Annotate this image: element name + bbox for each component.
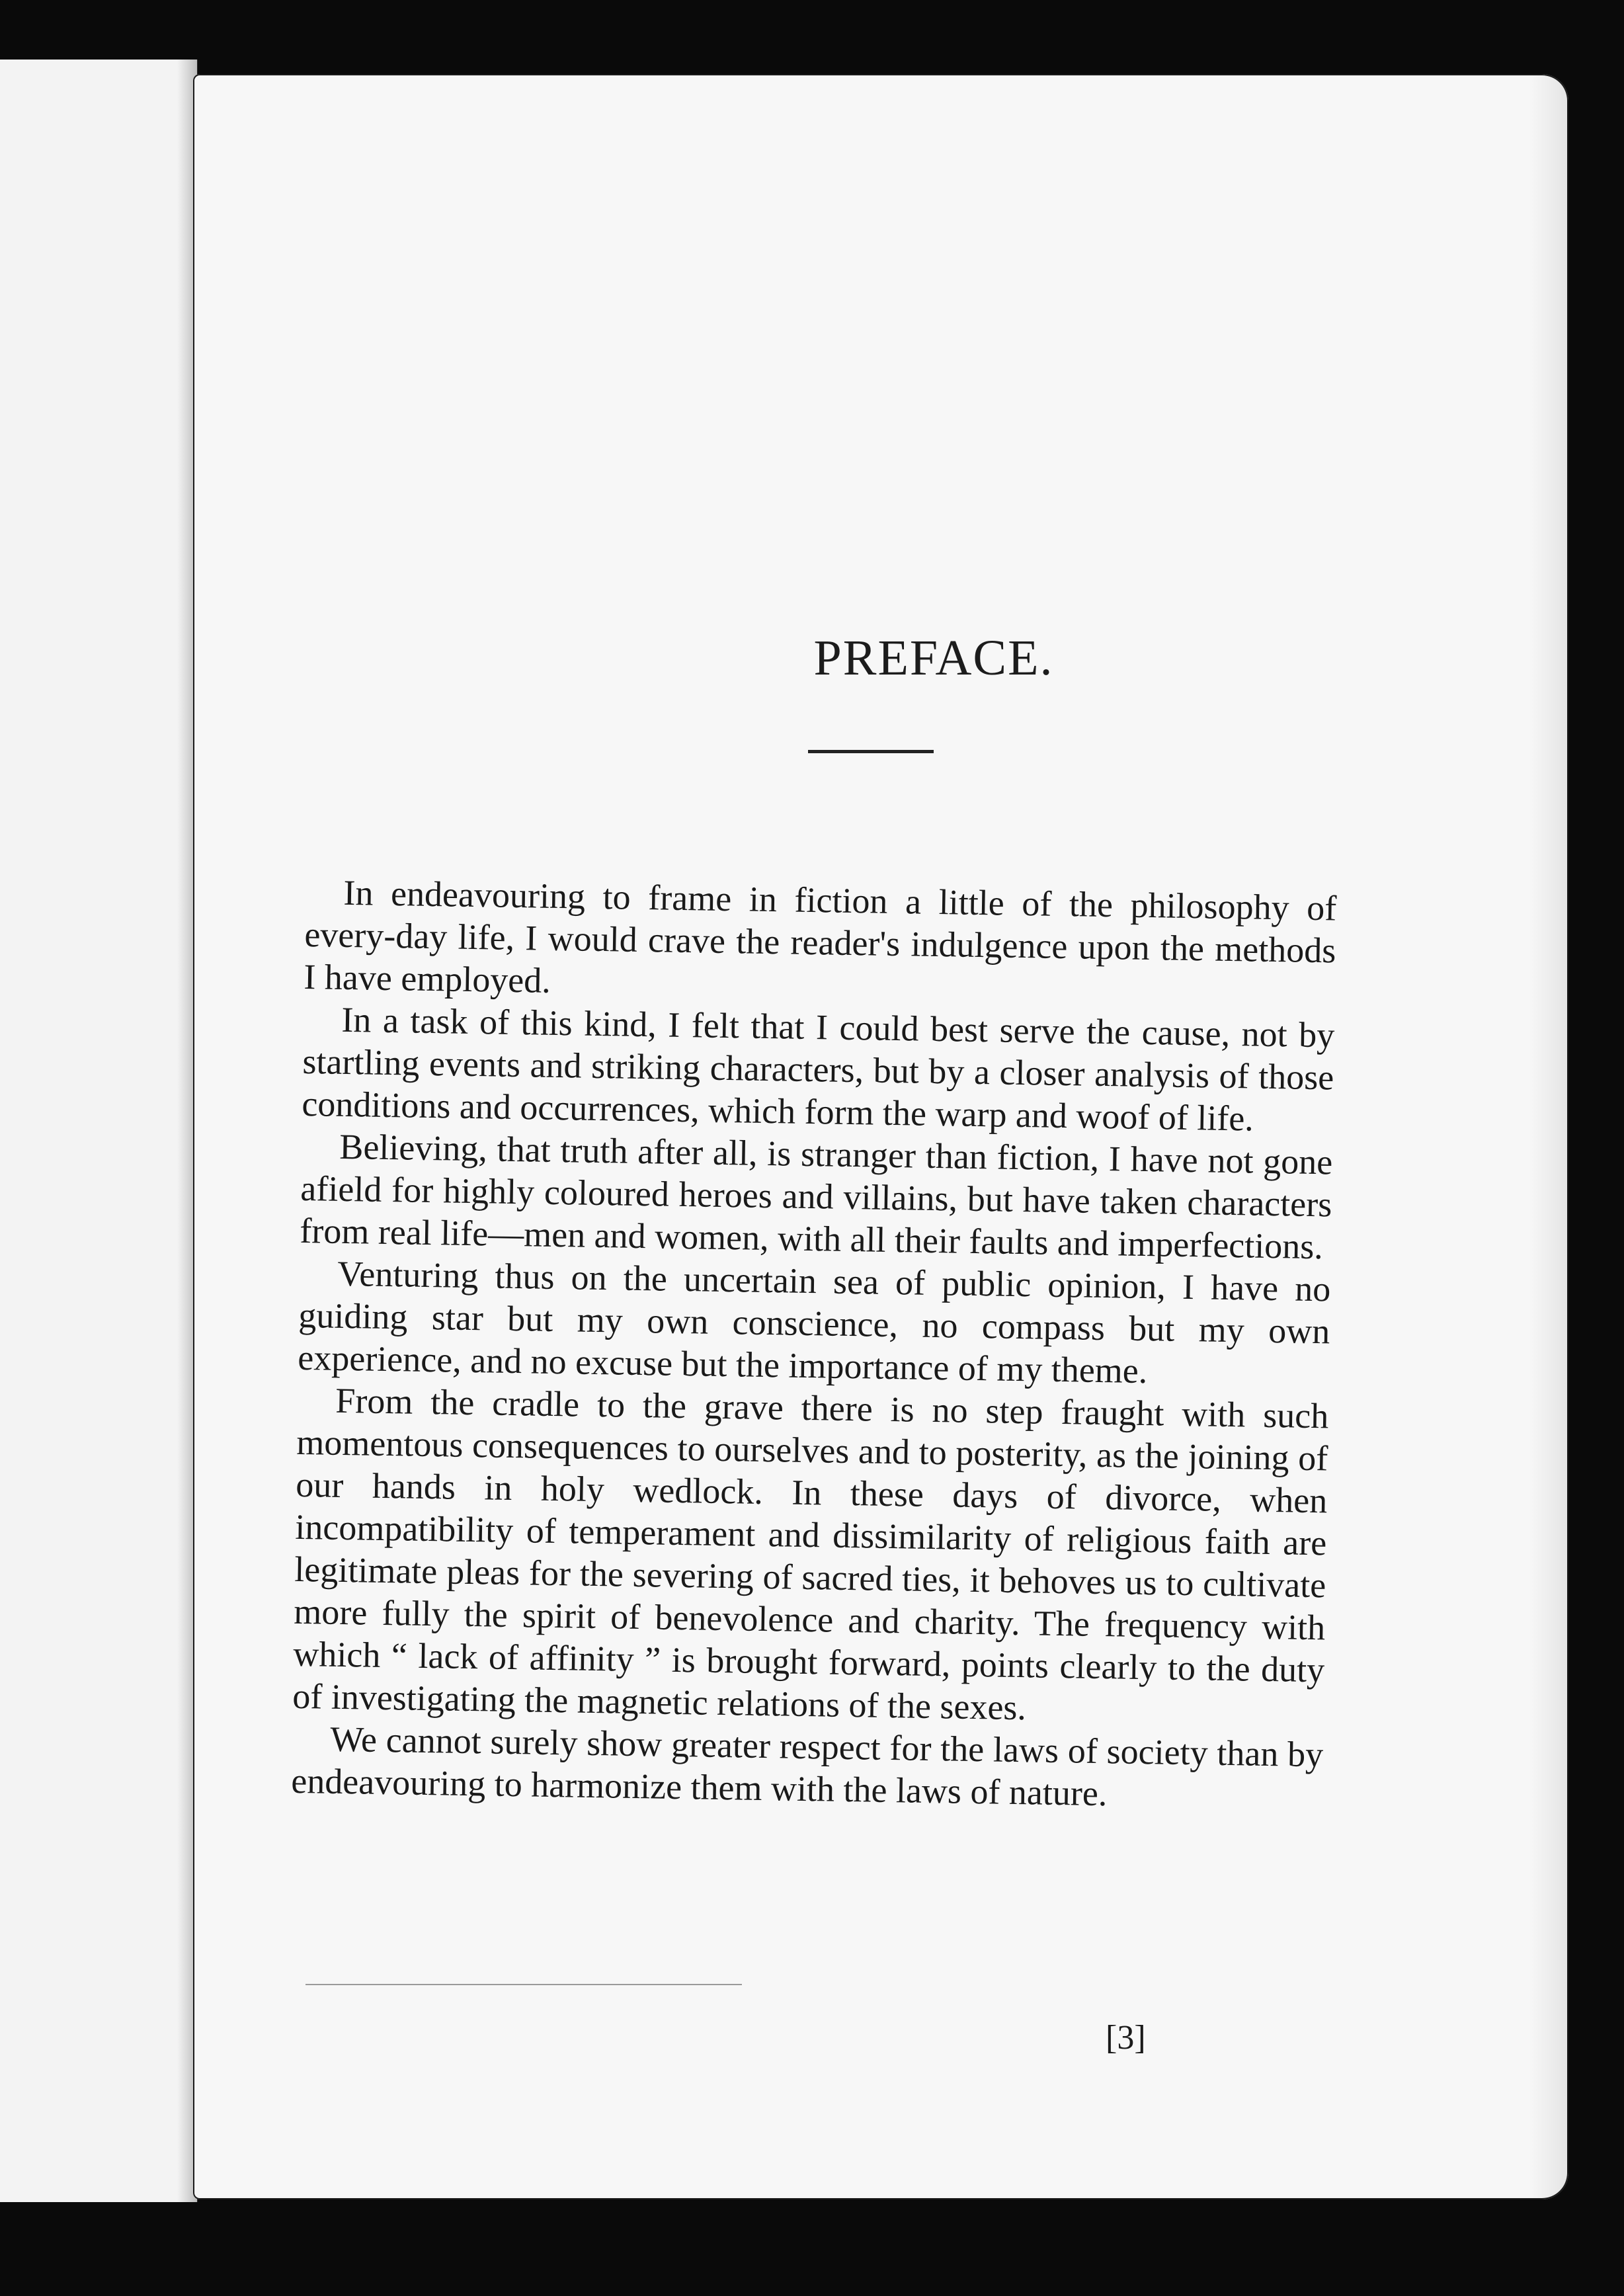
paragraph: In endeavouring to frame in fiction a little of the philosophy of every-day life, I would crave the reader's indulgence upon the methods I have employed. bbox=[304, 872, 1337, 1001]
book-page bbox=[193, 74, 1568, 2199]
page-number: [3] bbox=[1106, 2019, 1146, 2057]
page-edge-shadow bbox=[1529, 74, 1568, 2199]
page-heading: PREFACE. bbox=[813, 630, 1054, 686]
facing-page-edge bbox=[0, 60, 198, 2202]
paragraph: Venturing thus on the uncertain sea of public opinion, I have no guiding star but my own conscience, no compass but my own experience, and no excuse but the importance of my theme. bbox=[297, 1253, 1331, 1391]
paragraph: We cannot surely show greater respect for the laws of society than by endeavouring to harmonize them with the laws of nature. bbox=[290, 1719, 1324, 1814]
preface-text bbox=[291, 871, 1337, 1818]
text-end-line bbox=[305, 1984, 742, 1985]
paragraph: Believing, that truth after all, is stranger than fiction, I have not gone afield for highly coloured heroes and villains, but have taken characters from real life—men and women, with all their faults and imperfections. bbox=[299, 1126, 1333, 1267]
paragraph: From the cradle to the grave there is no step fraught with such momentous consequences to ourselves and to posterity, as the joining of our hands in holy wedlock. In these days of divorce, when incompatibility of temperament and dissimilarity of religious faith are legitimate pleas for the severing of sacred ties, it behoves us to cultivate more fully the spirit of benevolence and charity. The frequency with which “ lack of affinity ” is brought forward, points clearly to the duty of investigating the magnetic relations of the sexes. bbox=[292, 1380, 1329, 1728]
heading-rule bbox=[808, 750, 934, 753]
paragraph: In a task of this kind, I felt that I could best serve the cause, not by startling events and striking characters, but by a closer analysis of those conditions and occurrences, which form the warp and woof of life. bbox=[301, 999, 1335, 1139]
